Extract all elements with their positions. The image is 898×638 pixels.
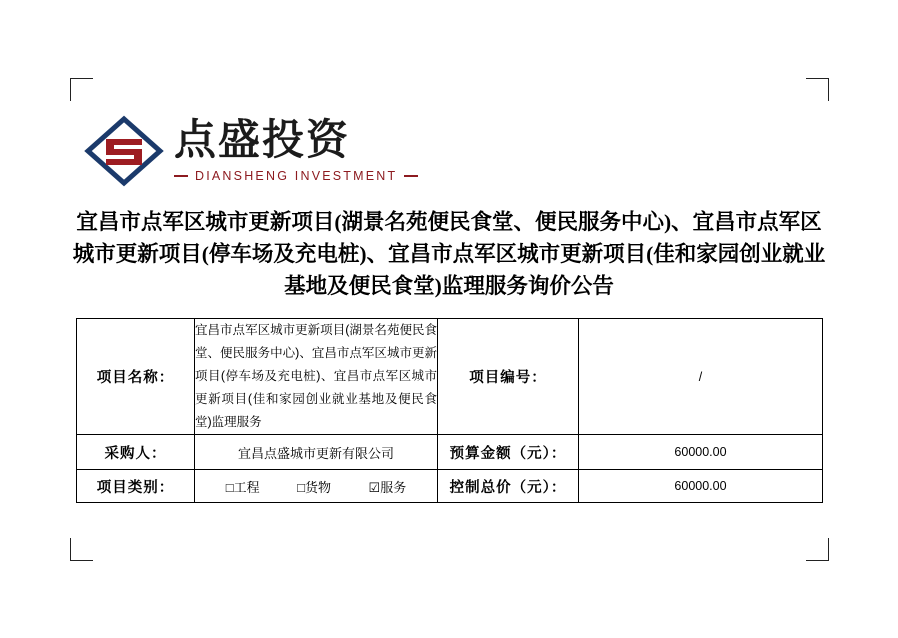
logo-diamond-icon (84, 115, 164, 187)
checkbox-engineering-box[interactable]: □ (225, 479, 234, 495)
value-project-number: / (579, 319, 823, 435)
checkbox-service-box[interactable]: ☑ (368, 479, 381, 495)
checkbox-engineering-label: 工程 (233, 479, 260, 495)
checkbox-service[interactable] (369, 477, 407, 496)
crop-mark-top-left (70, 78, 93, 101)
value-project-category (195, 470, 438, 503)
logo-english-row (174, 169, 418, 183)
label-budget-amount: 预算金额（元）： (438, 435, 579, 470)
category-options (195, 477, 437, 496)
checkbox-goods[interactable] (297, 477, 331, 496)
page-title: 宜昌市点军区城市更新项目(湖景名苑便民食堂、便民服务中心)、宜昌市点军区城市更新项目(停车场及充电桩)、宜昌市点军区城市更新项目(佳和家园创业就业基地及便民食堂)监理服务询价公告 (72, 210, 826, 298)
label-buyer: 采购人： (77, 435, 195, 470)
checkbox-goods-label: 货物 (305, 479, 332, 495)
crop-mark-bottom-left (70, 538, 93, 561)
value-budget-amount: 60000.00 (579, 435, 823, 470)
logo-chinese-name: 点盛投资 (174, 118, 351, 165)
label-project-category: 项目类别： (77, 470, 195, 503)
label-project-number: 项目编号： (438, 319, 579, 435)
logo-rule-right (404, 175, 418, 177)
checkbox-engineering[interactable] (226, 477, 260, 496)
table-row (77, 470, 823, 503)
table-row (77, 435, 823, 470)
value-control-price: 60000.00 (579, 470, 823, 503)
logo-rule-left (174, 175, 188, 177)
value-buyer: 宜昌点盛城市更新有限公司 (195, 435, 438, 470)
label-project-name: 项目名称： (77, 319, 195, 435)
logo-text (174, 119, 418, 182)
value-project-name: 宜昌市点军区城市更新项目(湖景名苑便民食堂、便民服务中心)、宜昌市点军区城市更新项目(停车场及充电桩)、宜昌市点军区城市更新项目(佳和家园创业就业基地及便民食堂)监理服务 (195, 319, 438, 435)
logo-english-name: DIANSHENG INVESTMENT (195, 168, 398, 183)
table-row (77, 319, 823, 435)
company-logo (84, 112, 454, 190)
checkbox-goods-box[interactable]: □ (297, 479, 305, 495)
checkbox-service-label: 服务 (380, 479, 407, 495)
label-control-price: 控制总价（元）： (438, 470, 579, 503)
crop-mark-top-right (806, 78, 829, 101)
project-info-table (76, 318, 823, 503)
crop-mark-bottom-right (806, 538, 829, 561)
